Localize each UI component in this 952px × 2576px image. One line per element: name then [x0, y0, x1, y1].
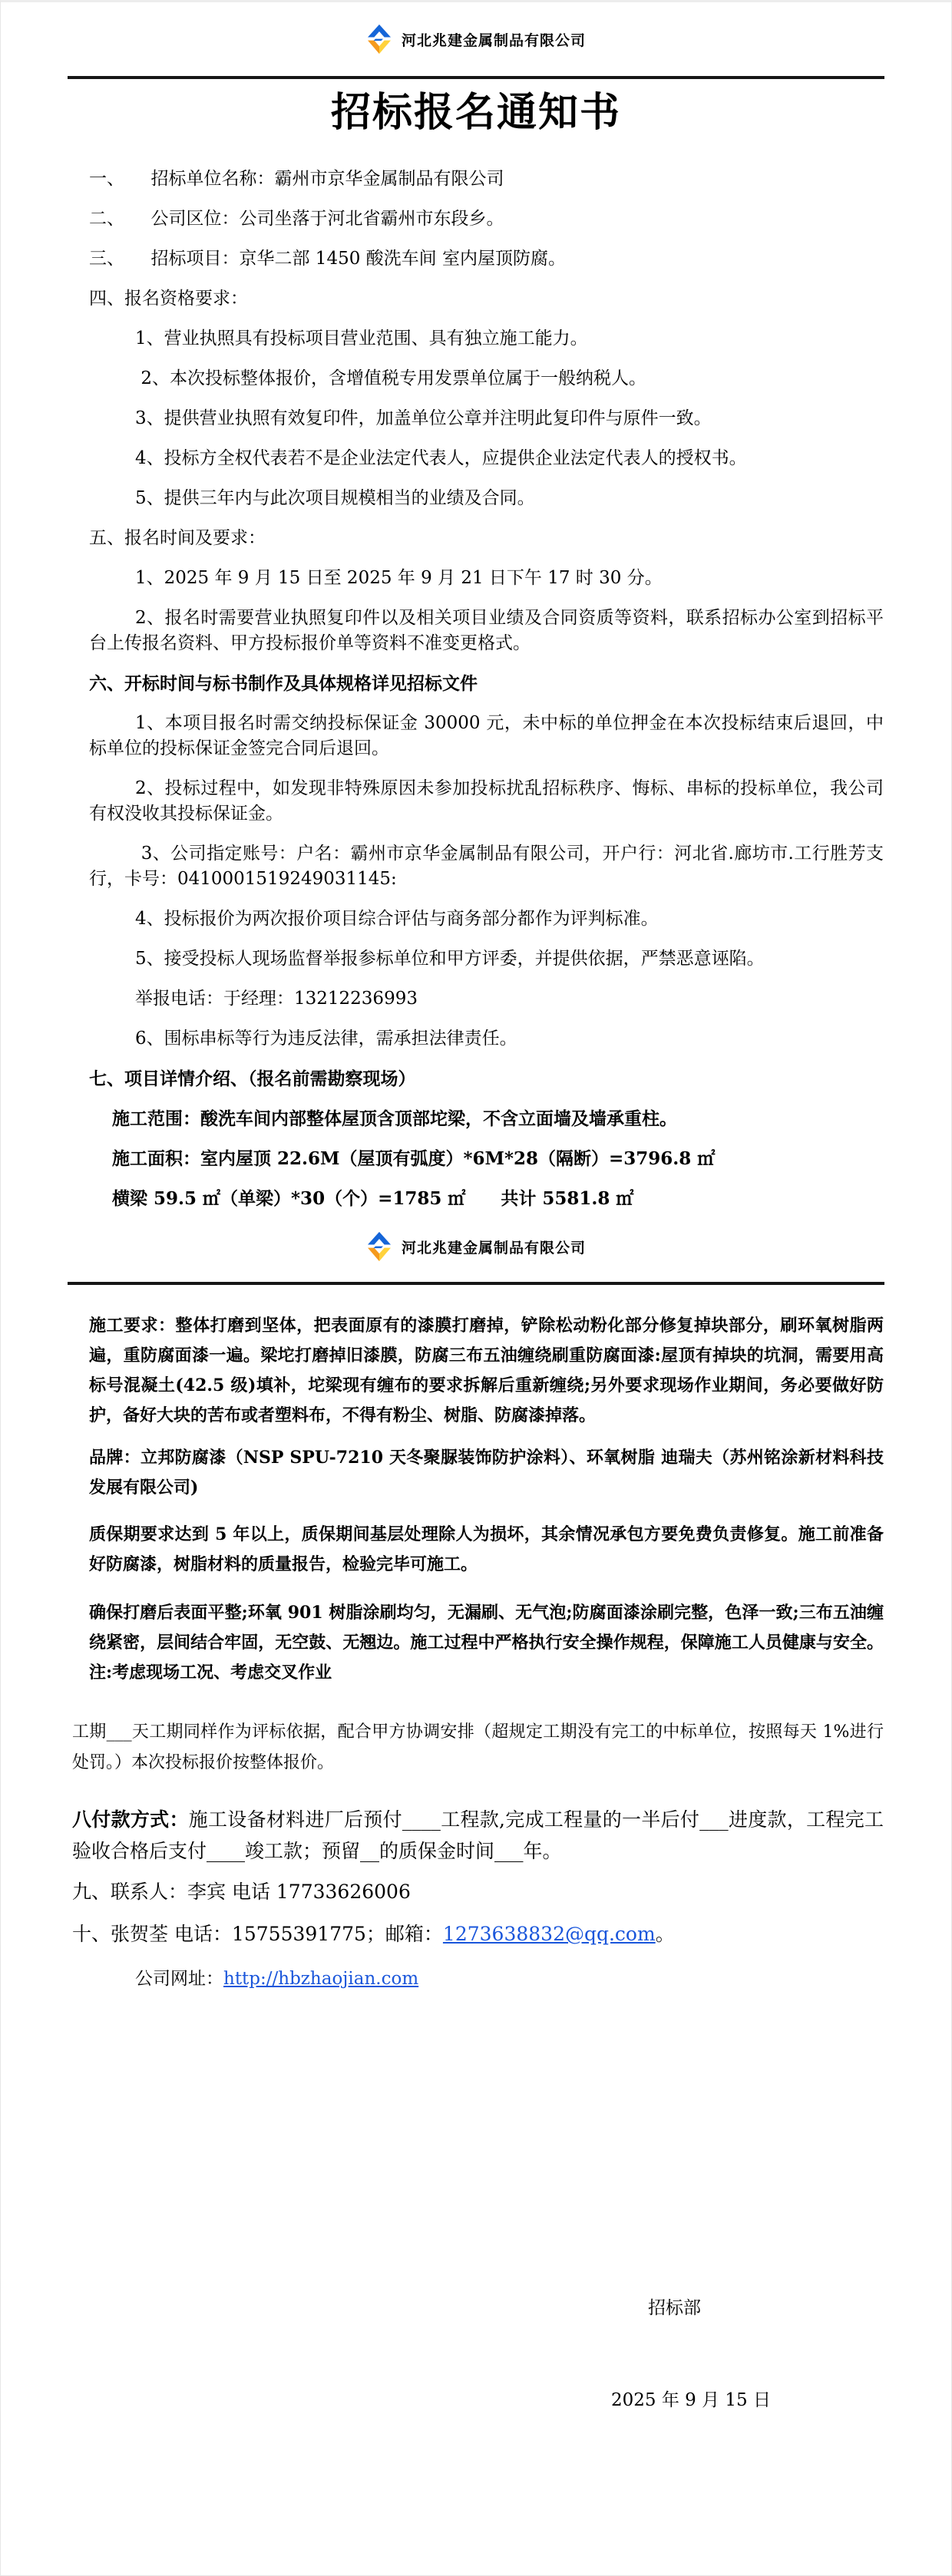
company-logo-icon [366, 1231, 392, 1262]
construction-scope-line: 施工范围：酸洗车间内部整体屋顶含顶部坨梁，不含立面墙及墙承重柱。 [112, 1108, 677, 1129]
brand-paragraph: 品牌：立邦防腐漆（NSP SPU-7210 天冬聚脲装饰防护涂料）、环氧树脂 迪瑞夫（苏州铭涂新材料科技发展有限公司) [89, 1448, 884, 1498]
company-logo-icon [366, 24, 392, 54]
contact-1-line: 九、联系人：李宾 电话 17733626006 [72, 1881, 411, 1903]
qualification-4: 4、投标方全权代表若不是企业法定代表人，应提供企业法定代表人的授权书。 [135, 448, 747, 468]
item-2-location: 二、 公司区位：公司坐落于河北省霸州市东段乡。 [89, 209, 504, 229]
report-phone-line: 举报电话：于经理：13212236993 [135, 989, 418, 1009]
duration-paragraph: 工期___天工期同样作为评标依据，配合甲方协调安排（超规定工期没有完工的中标单位，按照每天 1%进行处罚。）本次投标报价按整体报价。 [72, 1722, 884, 1772]
website-link[interactable]: http://hbzhaojian.com [223, 1969, 419, 1989]
qualification-5: 5、提供三年内与此次项目规模相当的业绩及合同。 [135, 488, 535, 508]
page2-header [1, 1231, 951, 1262]
company-name: 河北兆建金属制品有限公司 [401, 1239, 586, 1257]
item-4-qualifications-heading: 四、报名资格要求： [89, 289, 248, 309]
item-3-project: 三、 招标项目：京华二部 1450 酸洗车间 室内屋顶防腐。 [89, 249, 566, 269]
qualification-1: 1、营业执照具有投标项目营业范围、具有独立施工能力。 [135, 329, 588, 348]
header-divider-rule [68, 76, 884, 79]
website-label: 公司网址： [135, 1969, 223, 1989]
website-line [89, 1967, 884, 1992]
item-7-details-heading: 七、项目详情介绍、（报名前需勘察现场） [89, 1068, 416, 1089]
contact-email-link[interactable]: 1273638832@qq.com [442, 1923, 656, 1945]
payment-terms-text: 施工设备材料进厂后预付____工程款,完成工程量的一半后付___进度款，工程完工验收合格后支付____竣工款；预留__的质保金时间___年。 [72, 1808, 884, 1862]
bid-rule-4-evaluation: 4、投标报价为两次报价项目综合评估与商务部分都作为评判标准。 [135, 909, 659, 929]
payment-terms-label: 八付款方式： [72, 1808, 189, 1831]
contact-2-suffix: 。 [655, 1923, 675, 1945]
time-requirement-1: 1、2025 年 9 月 15 日至 2025 年 9 月 21 日下午 17 时 30 分。 [135, 568, 663, 588]
bid-rule-2-forfeit: 2、投标过程中，如发现非特殊原因未参加投标扰乱招标秩序、悔标、串标的投标单位，我公司有权没收其投标保证金。 [89, 778, 884, 824]
construction-requirements-paragraph: 施工要求：整体打磨到坚体，把表面原有的漆膜打磨掉，铲除松动粉化部分修复掉块部分，刷环氧树脂两遍，重防腐面漆一遍。梁坨打磨掉旧漆膜，防腐三布五油缠绕刷重防腐面漆:屋顶有掉块的坑洞，需要用高标号混凝土(42.5 级)填补，坨梁现有缠布的要求拆解后重新缠绕;另外要求现场作业期间，务必要做好防护，备好大块的苦布或者塑料布，不得有粉尘、树脂、防腐漆掉落。 [89, 1316, 884, 1425]
page1-content [1, 167, 951, 1211]
construction-area-line: 施工面积：室内屋顶 22.6M（屋顶有弧度）*6M*28（隔断）=3796.8 ㎡ [112, 1148, 716, 1169]
contact-2-text: 十、张贺荃 电话：15755391775；邮箱： [72, 1923, 443, 1945]
qualification-2: 2、本次投标整体报价，含增值税专用发票单位属于一般纳税人。 [135, 368, 646, 388]
item-6-opening-heading: 六、开标时间与标书制作及具体规格详见招标文件 [89, 673, 478, 694]
page2-content [1, 1311, 951, 1992]
bid-rule-6-legal: 6、围标串标等行为违反法律，需承担法律责任。 [135, 1029, 517, 1049]
warranty-paragraph: 质保期要求达到 5 年以上，质保期间基层处理除人为损坏，其余情况承包方要免费负责修复。施工前准备好防腐漆，树脂材料的质量报告，检验完毕可施工。 [89, 1524, 884, 1574]
page2-divider-rule [68, 1282, 884, 1285]
beam-area-line: 横梁 59.5 ㎡（单梁）*30（个）=1785 ㎡ 共计 5581.8 ㎡ [112, 1188, 634, 1209]
quality-paragraph: 确保打磨后表面平整;环氧 901 树脂涂刷均匀，无漏刷、无气泡;防腐面漆涂刷完整，色泽一致;三布五油缠绕紧密，层间结合牢固，无空鼓、无翘边。施工过程中严格执行安全操作规程，保障施工人员健康与安全。注:考虑现场工况、考虑交叉作业 [89, 1603, 884, 1683]
qualification-3: 3、提供营业执照有效复印件，加盖单位公章并注明此复印件与原件一致。 [135, 408, 712, 428]
doc-title: 招标报名通知书 [330, 89, 621, 136]
bid-rule-3-account: 3、公司指定账号：户名：霸州市京华金属制品有限公司，开户行：河北省.廊坊市.工行胜芳支行，卡号：0410001519249031145: [89, 844, 884, 889]
bid-rule-1-deposit: 1、本项目报名时需交纳投标保证金 30000 元，未中标的单位押金在本次投标结束后退回，中标单位的投标保证金签完合同后退回。 [89, 713, 884, 758]
signature-department: 招标部 [648, 2298, 701, 2318]
time-requirement-2: 2、报名时需要营业执照复印件以及相关项目业绩及合同资质等资料，联系招标办公室到招标平台上传报名资料、甲方投标报价单等资料不准变更格式。 [89, 608, 884, 653]
company-name: 河北兆建金属制品有限公司 [401, 31, 586, 49]
item-1-bid-unit: 一、 招标单位名称：霸州市京华金属制品有限公司 [89, 169, 504, 189]
item-5-time-heading: 五、报名时间及要求： [89, 528, 266, 548]
contact-2-line [72, 1920, 884, 1948]
payment-terms-paragraph [72, 1804, 884, 1867]
page1-header [1, 2, 951, 54]
signature-date: 2025 年 9 月 15 日 [611, 2390, 771, 2410]
bid-rule-5-supervision: 5、接受投标人现场监督举报参标单位和甲方评委，并提供依据，严禁恶意诬陷。 [135, 949, 765, 969]
